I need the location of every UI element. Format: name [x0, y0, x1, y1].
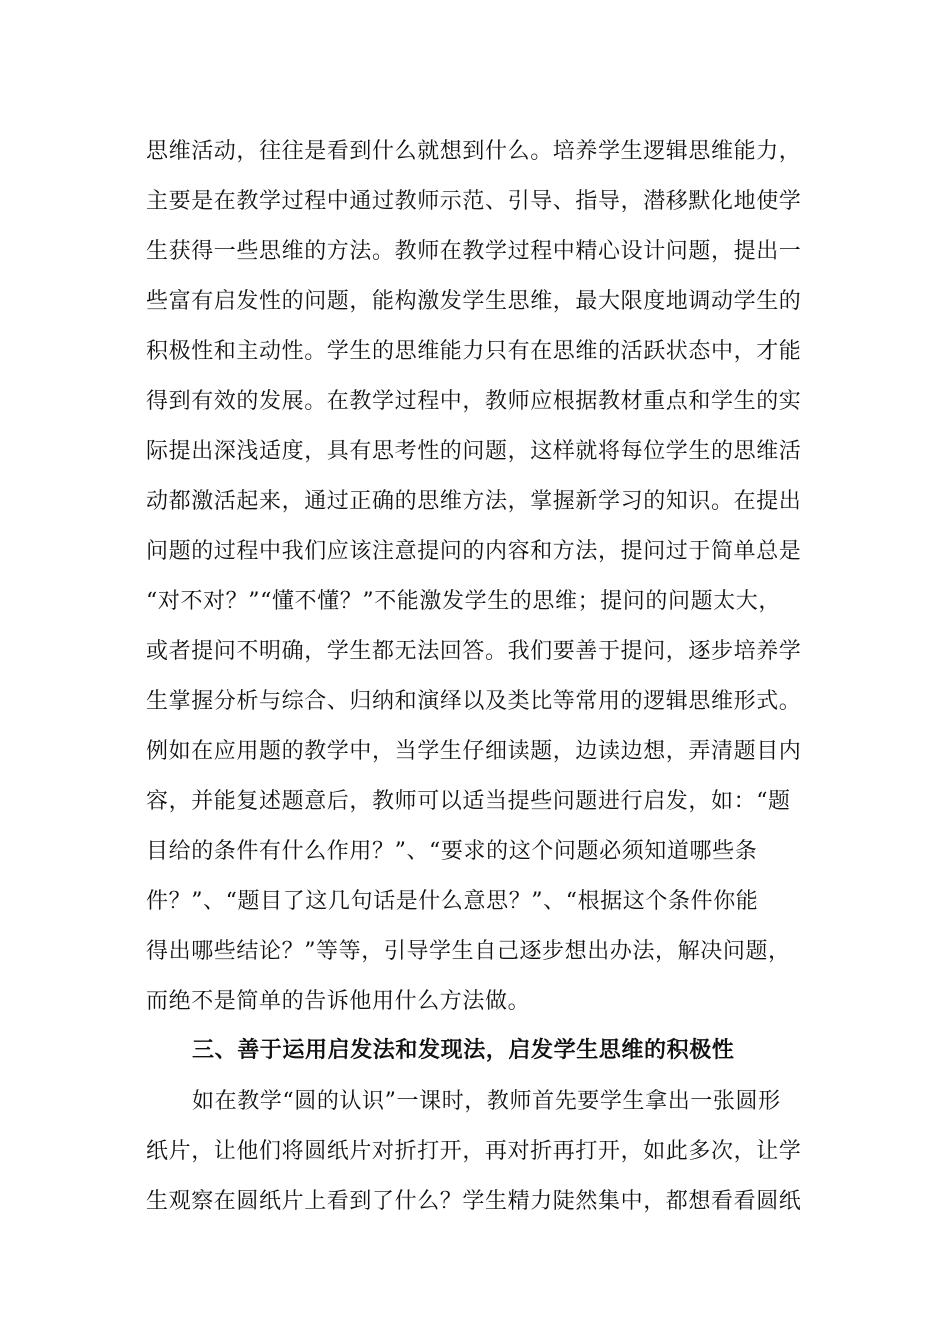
paragraph-line: 思维活动，往往是看到什么就想到什么。培养学生逻辑思维能力，	[146, 139, 802, 164]
paragraph-line: 如在教学“圆的认识”一课时，教师首先要学生拿出一张圆形	[192, 1089, 781, 1114]
paragraph-line: 得到有效的发展。在教学过程中，教师应根据教材重点和学生的实	[146, 389, 802, 414]
paragraph-line: 或者提问不明确，学生都无法回答。我们要善于提问，逐步培养学	[146, 639, 802, 664]
section-heading: 三、善于运用启发法和发现法，启发学生思维的积极性	[192, 1037, 735, 1063]
paragraph-line: 际提出深浅适度，具有思考性的问题，这样就将每位学生的思维活	[146, 439, 802, 464]
paragraph-line: 得出哪些结论？”等等，引导学生自己逐步想出办法，解决问题，	[146, 939, 791, 964]
paragraph-line: 目给的条件有什么作用？”、“要求的这个问题必须知道哪些条	[146, 839, 758, 864]
paragraph-line: 生获得一些思维的方法。教师在教学过程中精心设计问题，提出一	[146, 239, 802, 264]
paragraph-line: 例如在应用题的教学中，当学生仔细读题，边读边想，弄清题目内	[146, 739, 802, 764]
paragraph-line: 主要是在教学过程中通过教师示范、引导、指导，潜移默化地使学	[146, 189, 802, 214]
paragraph-line: “对不对？”“懂不懂？”不能激发学生的思维；提问的问题太大，	[146, 589, 781, 614]
paragraph-line: 些富有启发性的问题，能构激发学生思维，最大限度地调动学生的	[146, 289, 802, 314]
paragraph-line: 生观察在圆纸片上看到了什么？学生精力陡然集中，都想看看圆纸	[146, 1189, 802, 1214]
paragraph-line: 容，并能复述题意后，教师可以适当提些问题进行启发，如：“题	[146, 789, 791, 814]
paragraph-line: 问题的过程中我们应该注意提问的内容和方法，提问过于简单总是	[146, 539, 802, 564]
paragraph-line: 生掌握分析与综合、归纳和演绎以及类比等常用的逻辑思维形式。	[146, 689, 802, 714]
paragraph-line: 动都激活起来，通过正确的思维方法，掌握新学习的知识。在提出	[146, 489, 802, 514]
paragraph-line: 积极性和主动性。学生的思维能力只有在思维的活跃状态中，才能	[146, 339, 802, 364]
paragraph-line: 而绝不是简单的告诉他用什么方法做。	[146, 989, 531, 1014]
paragraph-line: 件？”、“题目了这几句话是什么意思？”、“根据这个条件你能	[146, 889, 759, 914]
paragraph-line: 纸片，让他们将圆纸片对折打开，再对折再打开，如此多次，让学	[146, 1139, 802, 1164]
